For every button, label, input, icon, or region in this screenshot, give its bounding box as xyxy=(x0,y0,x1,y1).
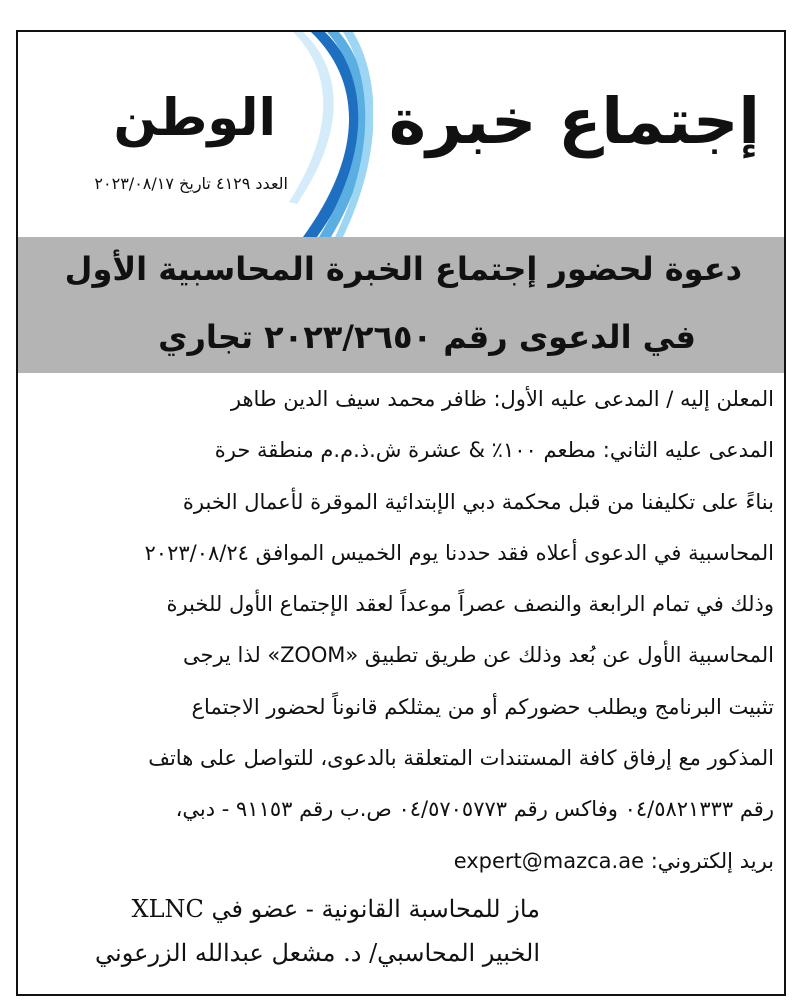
invitation-heading-line-1: دعوة لحضور إجتماع الخبرة المحاسبية الأول xyxy=(64,250,742,288)
ad-header xyxy=(18,32,784,237)
email-address: expert@mazca.ae xyxy=(453,848,645,873)
notice-line: وذلك في تمام الرابعة والنصف عصراً موعداً لعقد الإجتماع الأول للخبرة xyxy=(166,592,774,617)
ad-main-title: إجتماع خبرة xyxy=(388,85,760,158)
notice-line: المعلن إليه / المدعى عليه الأول: ظافر محمد سيف الدين طاهر xyxy=(230,387,774,411)
advertisement-frame xyxy=(16,30,786,996)
notice-line: تثبيت البرنامج ويطلب حضوركم أو من يمثلكم قانوناً لحضور الاجتماع xyxy=(191,694,774,719)
notice-line: المحاسبية في الدعوى أعلاه فقد حددنا يوم الخميس الموافق ٢٠٢٣/٠٨/٢٤ xyxy=(144,540,774,565)
issue-number-date: العدد ٤١٢٩ تاريخ ٢٠٢٣/٠٨/١٧ xyxy=(94,174,288,193)
notice-line: بناءً على تكليفنا من قبل محكمة دبي الإبتدائية الموقرة لأعمال الخبرة xyxy=(182,489,774,514)
invitation-heading-line-2: في الدعوى رقم ٢٠٢٣/٢٦٥٠ تجاري xyxy=(158,318,696,356)
email-label: بريد إلكتروني: xyxy=(650,848,774,873)
expert-signature: الخبير المحاسبي/ د. مشعل عبدالله الزرعوني xyxy=(95,938,540,967)
email-row xyxy=(26,836,774,887)
newspaper-logo-swoosh-icon xyxy=(273,32,373,237)
newspaper-logo-text: الوطن xyxy=(113,89,276,148)
notice-line: المدعى عليه الثاني: مطعم ١٠٠٪ & عشرة ش.ذ.م.م منطقة حرة xyxy=(214,438,774,463)
notice-body xyxy=(26,374,774,975)
notice-line: المحاسبية الأول عن بُعد وذلك عن طريق تطبيق «ZOOM» لذا يرجى xyxy=(182,643,774,668)
notice-line: رقم ٠٤/٥٨٢١٣٣٣ وفاكس رقم ٠٤/٥٧٠٥٧٧٣ ص.ب رقم ٩١١٥٣ - دبي، xyxy=(175,797,774,822)
firm-signature: ماز للمحاسبة القانونية - عضو في XLNC xyxy=(131,894,540,923)
invitation-heading-band xyxy=(18,237,784,373)
notice-line: المذكور مع إرفاق كافة المستندات المتعلقة بالدعوى، للتواصل على هاتف xyxy=(148,746,774,771)
